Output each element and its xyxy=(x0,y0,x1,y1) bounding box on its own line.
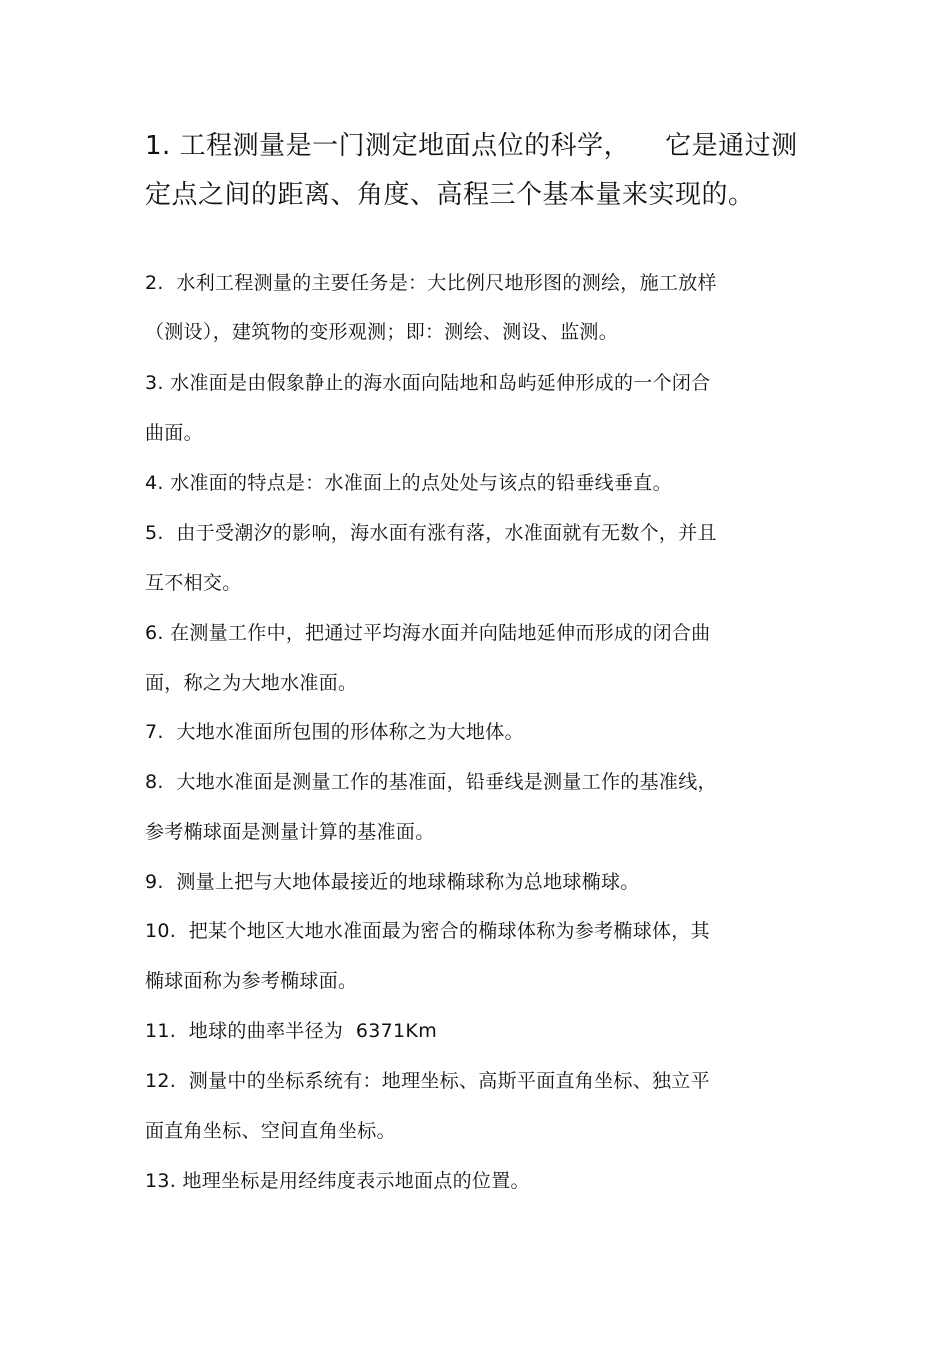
item-8-line-1: 8. 大地水准面是测量工作的基准面，铅垂线是测量工作的基准线， xyxy=(145,771,717,793)
item-8-line-2: 参考椭球面是测量计算的基准面。 xyxy=(145,821,435,843)
item-13-line-1: 13. 地理坐标是用经纬度表示地面点的位置。 xyxy=(145,1170,530,1192)
item-5-line-2: 互不相交。 xyxy=(145,572,242,594)
item-3-line-1: 3. 水准面是由假象静止的海水面向陆地和岛屿延伸形成的一个闭合 xyxy=(145,372,711,394)
item-11-line-1: 11. 地球的曲率半径为 6371Km xyxy=(145,1020,437,1042)
item-6-line-2: 面，称之为大地水准面。 xyxy=(145,672,358,694)
item-2-line-1: 2. 水利工程测量的主要任务是：大比例尺地形图的测绘，施工放样 xyxy=(145,272,717,294)
item-3-line-2: 曲面。 xyxy=(145,422,203,444)
item-5-line-1: 5. 由于受潮汐的影响，海水面有涨有落，水准面就有无数个，并且 xyxy=(145,522,717,544)
item-12-line-1: 12. 测量中的坐标系统有：地理坐标、高斯平面直角坐标、独立平 xyxy=(145,1070,710,1092)
item-1-line-2: 定点之间的距离、角度、高程三个基本量来实现的。 xyxy=(145,180,755,210)
item-10-line-2: 椭球面称为参考椭球面。 xyxy=(145,970,358,992)
item-9-line-1: 9. 测量上把与大地体最接近的地球椭球称为总地球椭球。 xyxy=(145,871,640,893)
item-6-line-1: 6. 在测量工作中，把通过平均海水面并向陆地延伸而形成的闭合曲 xyxy=(145,622,711,644)
item-7-line-1: 7. 大地水准面所包围的形体称之为大地体。 xyxy=(145,721,524,743)
item-12-line-2: 面直角坐标、空间直角坐标。 xyxy=(145,1120,396,1142)
item-4-line-1: 4. 水准面的特点是：水准面上的点处处与该点的铅垂线垂直。 xyxy=(145,472,672,494)
item-1-line-1: 1. 工程测量是一门测定地面点位的科学， 它是通过测 xyxy=(145,131,798,161)
item-10-line-1: 10. 把某个地区大地水准面最为密合的椭球体称为参考椭球体，其 xyxy=(145,920,710,942)
item-2-line-2: （测设），建筑物的变形观测；即：测绘、测设、监测。 xyxy=(145,321,619,343)
